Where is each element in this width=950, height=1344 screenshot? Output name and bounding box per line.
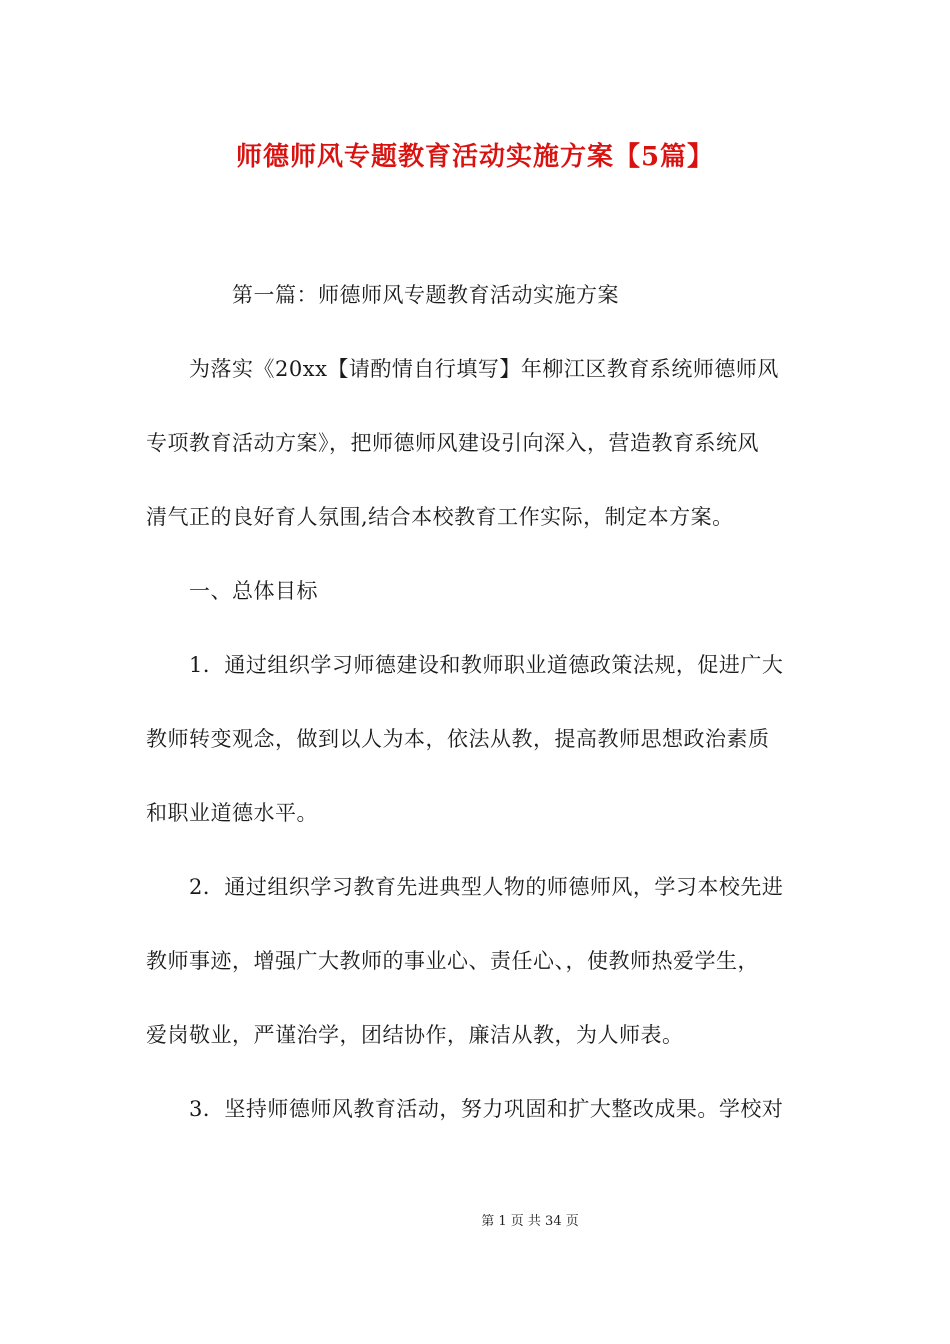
paragraph-line: 3．坚持师德师风教育活动，努力巩固和扩大整改成果。学校对: [189, 1097, 784, 1121]
paragraph-line: 教师事迹，增强广大教师的事业心、责任心、，使教师热爱学生，: [146, 949, 759, 973]
page-number-footer: 第 1 页 共 34 页: [481, 1214, 579, 1229]
paragraph-line: 为落实《20xx【请酌情自行填写】年柳江区教育系统师德师风: [189, 357, 779, 381]
paragraph-line: 清气正的良好育人氛围,结合本校教育工作实际，制定本方案。: [146, 505, 734, 529]
paragraph-line: 教师转变观念，做到以人为本，依法从教，提高教师思想政治素质: [146, 727, 770, 751]
paragraph-line: 和职业道德水平。: [146, 801, 318, 825]
subheading: 一、总体目标: [189, 579, 318, 603]
paragraph-line: 1．通过组织学习师德建设和教师职业道德政策法规，促进广大: [189, 653, 784, 677]
paragraph-line: 2．通过组织学习教育先进典型人物的师德师风，学习本校先进: [189, 875, 784, 899]
paragraph-line: 爱岗敬业，严谨治学，团结协作，廉洁从教，为人师表。: [146, 1023, 684, 1047]
paragraph-line: 专项教育活动方案》，把师德师风建设引向深入，营造教育系统风: [146, 431, 759, 455]
document-title: 师德师风专题教育活动实施方案【5篇】: [235, 142, 715, 172]
section-heading: 第一篇：师德师风专题教育活动实施方案: [232, 283, 619, 307]
